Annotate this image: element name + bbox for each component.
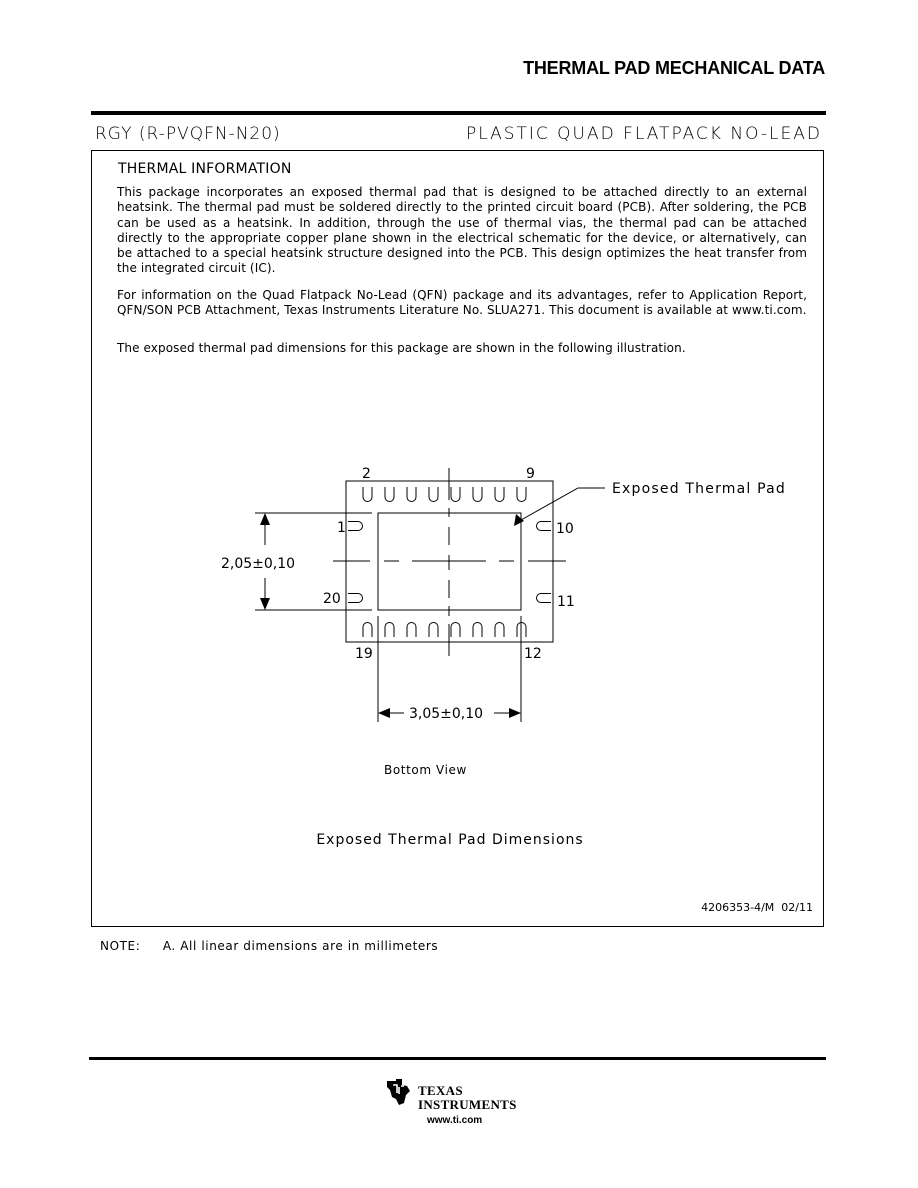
dim-arrow-right xyxy=(509,708,521,718)
pin-label-20: 20 xyxy=(323,591,341,607)
dim-arrow-up xyxy=(260,513,270,525)
note xyxy=(100,939,438,953)
vertical-dimension-label: 2,05±0,10 xyxy=(221,556,296,572)
horizontal-dimension-label: 3,05±0,10 xyxy=(409,706,484,722)
pin-label-1: 1 xyxy=(337,520,346,536)
package-description: PLASTIC QUAD FLATPACK NO-LEAD xyxy=(465,124,822,144)
bottom-pins xyxy=(363,623,526,638)
pin-label-19: 19 xyxy=(355,646,373,662)
pin-label-2: 2 xyxy=(362,466,371,482)
note-text: A. All linear dimensions are in millimeters xyxy=(162,939,439,953)
ti-logo-icon xyxy=(384,1077,414,1107)
left-pins xyxy=(348,522,363,603)
pin-label-12: 12 xyxy=(524,646,542,662)
paragraph-illustration-intro: The exposed thermal pad dimensions for this package are shown in the following illustration. xyxy=(117,341,686,355)
section-heading: THERMAL INFORMATION xyxy=(118,161,292,177)
brand-line-1: TEXAS xyxy=(418,1083,463,1098)
callout-arrow xyxy=(514,514,524,526)
paragraph-qfn-info: For information on the Quad Flatpack No-Lead (QFN) package and its advantages, refer to Application Report, QFN/SON PCB Attachment, Texas Instruments Literature No. SLUA271. This document is available at www.ti.com. xyxy=(117,288,807,318)
pin-label-11: 11 xyxy=(557,594,575,610)
centerlines xyxy=(333,468,566,656)
right-pins xyxy=(537,522,552,603)
package-code: RGY (R-PVQFN-N20) xyxy=(95,124,281,144)
note-label: NOTE: xyxy=(100,939,141,953)
bottom-rule xyxy=(89,1057,826,1060)
brand-line-2: INSTRUMENTS xyxy=(418,1097,517,1112)
pin-label-9: 9 xyxy=(526,466,535,482)
top-pins xyxy=(363,487,526,502)
callout-label: Exposed Thermal Pad xyxy=(612,481,787,497)
dim-arrow-left xyxy=(378,708,390,718)
footer-url[interactable]: www.ti.com xyxy=(427,1115,483,1126)
pin-label-10: 10 xyxy=(556,521,574,537)
document-id: 4206353-4/M 02/11 xyxy=(701,901,813,914)
page-header-title: THERMAL PAD MECHANICAL DATA xyxy=(523,58,825,78)
figure-caption-text: Exposed Thermal Pad Dimensions xyxy=(316,832,584,848)
paragraph-thermal-pad: This package incorporates an exposed thermal pad that is designed to be attached directly to an external heatsink. The thermal pad must be soldered directly to the printed circuit board (PCB). After soldering, the PCB can be used as a heatsink. In addition, through the use of thermal vias, the thermal pad can be attached directly to the appropriate copper plane shown in the electrical schematic for the device, or alternatively, can be attached to a special heatsink structure designed into the PCB. This design optimizes the heat transfer from the integrated circuit (IC). xyxy=(117,185,807,276)
view-label: Bottom View xyxy=(384,763,467,777)
ti-brand-text xyxy=(418,1084,517,1112)
callout-leader xyxy=(521,488,605,520)
dim-arrow-down xyxy=(260,598,270,610)
figure-caption xyxy=(0,832,918,848)
